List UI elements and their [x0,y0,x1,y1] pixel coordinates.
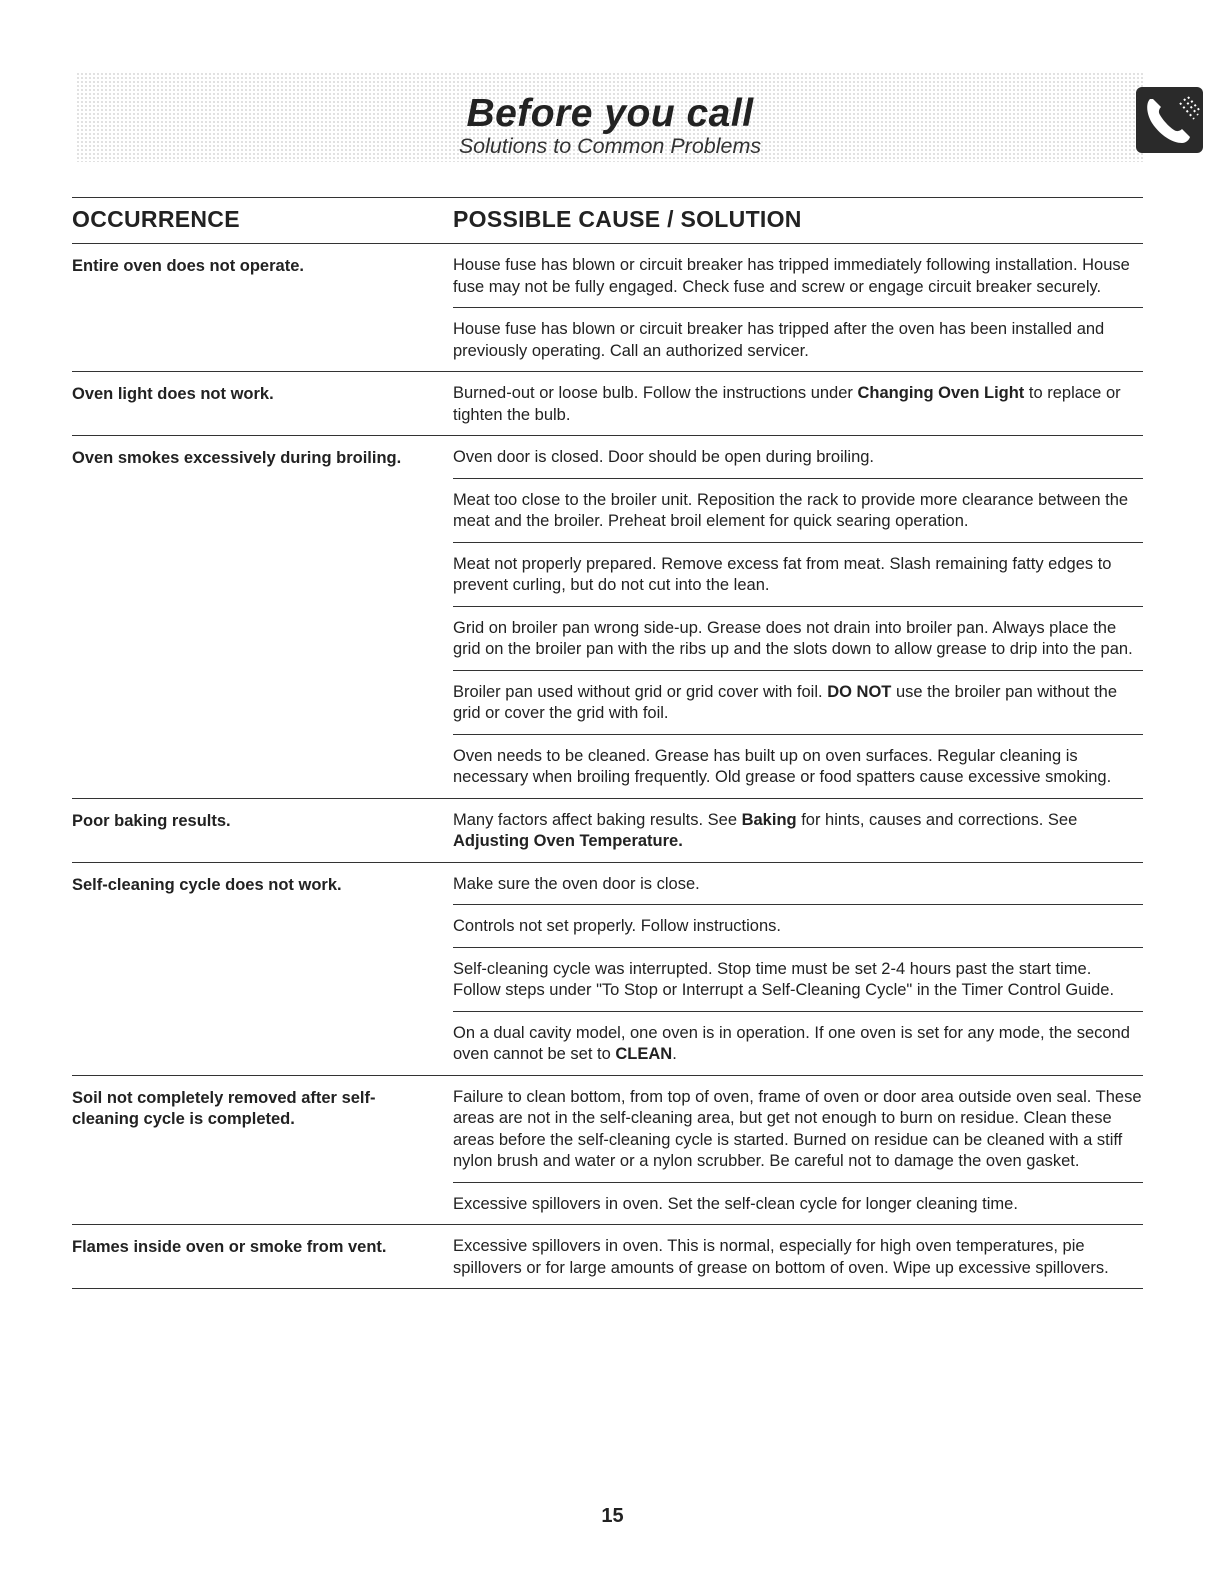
cause-list [453,244,1143,371]
cause-text: Excessive spillovers in oven. This is normal, especially for high oven temperatures, pie spillovers or for large amounts of grease on bottom of oven. Wipe up excessive spillovers. [453,1237,1109,1277]
troubleshooting-table [72,244,1143,1289]
cause-item [453,904,1143,947]
table-row [72,1225,1143,1289]
cause-emphasis: DO NOT [827,682,892,701]
header-banner [76,72,1144,162]
cause-text: Grid on broiler pan wrong side-up. Grease does not drain into broiler pan. Always place the grid on the broiler pan with the ribs up and the slots down to allow grease to drip into the pan. [453,618,1133,658]
cause-item [453,799,1143,862]
cause-text: Make sure the oven door is close. [453,874,700,893]
cause-emphasis: Changing Oven Light [857,384,1025,402]
cause-item [453,542,1143,606]
cause-text: Meat not properly prepared. Remove excess fat from meat. Slash remaining fatty edges to prevent curling, but do not cut into the lean. [453,554,1112,594]
table-row [72,372,1143,436]
cause-item [453,1011,1143,1075]
occurrence-text: Oven light does not work. [72,385,274,403]
cause-item [453,734,1143,798]
occurrence-header: OCCURRENCE [72,206,240,232]
cause-text: Excessive spillovers in oven. Set the self-clean cycle for longer cleaning time. [453,1194,1018,1213]
cause-item [453,863,1143,905]
cause-text: Self-cleaning cycle was interrupted. Stop time must be set 2-4 hours past the start time. Follow steps under "To Stop or Interrupt a Self-Cleaning Cycle" in the Timer Control Guide. [453,959,1115,999]
page-subtitle: Solutions to Common Problems [458,134,762,158]
cause-text: Broiler pan used without grid or grid cover with foil. [453,682,828,701]
cause-item [453,670,1143,734]
cause-text: Oven door is closed. Door should be open during broiling. [453,448,875,466]
cause-list [453,1076,1143,1225]
occurrence-text: Oven smokes excessively during broiling. [72,449,402,467]
cause-item [453,1182,1143,1225]
cause-list [453,372,1143,435]
cause-text: Burned-out or loose bulb. Follow the instructions under [453,384,858,402]
page-number: 15 [601,1505,624,1527]
cause-item [453,1076,1143,1182]
cause-text: Many factors affect baking results. See [453,810,742,829]
table-row [72,244,1143,372]
cause-text: House fuse has blown or circuit breaker has tripped after the oven has been installed and previously operating. Call an authorized servicer. [453,320,1105,360]
cause-text: Controls not set properly. Follow instructions. [453,917,781,935]
cause-list [453,863,1143,1075]
cause-text: use the broiler pan without the grid or cover the grid with foil. [453,682,1118,722]
cause-list [453,1225,1143,1288]
cause-emphasis: Baking [741,810,797,829]
cause-emphasis: Adjusting Oven Temperature. [453,832,683,850]
cause-item [453,244,1143,307]
cause-text: to replace or tighten the bulb. [453,384,1121,424]
cause-item [453,307,1143,371]
table-row [72,863,1143,1076]
page-title: Before you call [466,92,754,135]
cause-text: Meat too close to the broiler unit. Reposition the rack to provide more clearance between the meat and the broiler. Preheat broil element for quick searing operation. [453,490,1129,530]
table-row [72,1076,1143,1226]
cause-item [453,436,1143,478]
cause-text: House fuse has blown or circuit breaker has tripped immediately following installation. House fuse may not be fully engaged. Check fuse and screw or engage circuit breaker securely. [453,256,1130,296]
cause-header: POSSIBLE CAUSE / SOLUTION [453,206,802,232]
cause-emphasis: CLEAN [615,1045,673,1063]
table-row [72,436,1143,799]
cause-item [453,606,1143,670]
occurrence-text: Self-cleaning cycle does not work. [72,875,342,894]
occurrence-text: Entire oven does not operate. [72,257,304,275]
cause-text: Failure to clean bottom, from top of oven, frame of oven or door area outside oven seal. These areas are not in the self-cleaning area, but get not enough to burn on residue. Clean these areas before the self-cleaning cycle is started. Burned on residue can be cleaned with a stiff nylon brush and water or a nylon scrubber. Be careful not to damage the oven gasket. [453,1087,1142,1170]
cause-item [453,947,1143,1011]
phone-icon [1136,87,1203,153]
cause-item [453,372,1143,435]
cause-item [453,478,1143,542]
top-rule [72,197,1143,198]
occurrence-text: Flames inside oven or smoke from vent. [72,1238,387,1256]
occurrence-text: Poor baking results. [72,811,231,830]
cause-text: for hints, causes and corrections. See [796,810,1078,829]
table-row [72,799,1143,863]
cause-text: . [672,1045,677,1063]
cause-item [453,1225,1143,1288]
cause-list [453,436,1143,798]
cause-text: Oven needs to be cleaned. Grease has built up on oven surfaces. Regular cleaning is necessary when broiling frequently. Old grease or food spatters cause excessive smoking. [453,746,1112,786]
cause-list [453,799,1143,862]
occurrence-text: Soil not completely removed after self-cleaning cycle is completed. [72,1088,376,1128]
column-headers [72,206,1143,242]
cause-text: On a dual cavity model, one oven is in operation. If one oven is set for any mode, the second oven cannot be set to [453,1023,1130,1063]
